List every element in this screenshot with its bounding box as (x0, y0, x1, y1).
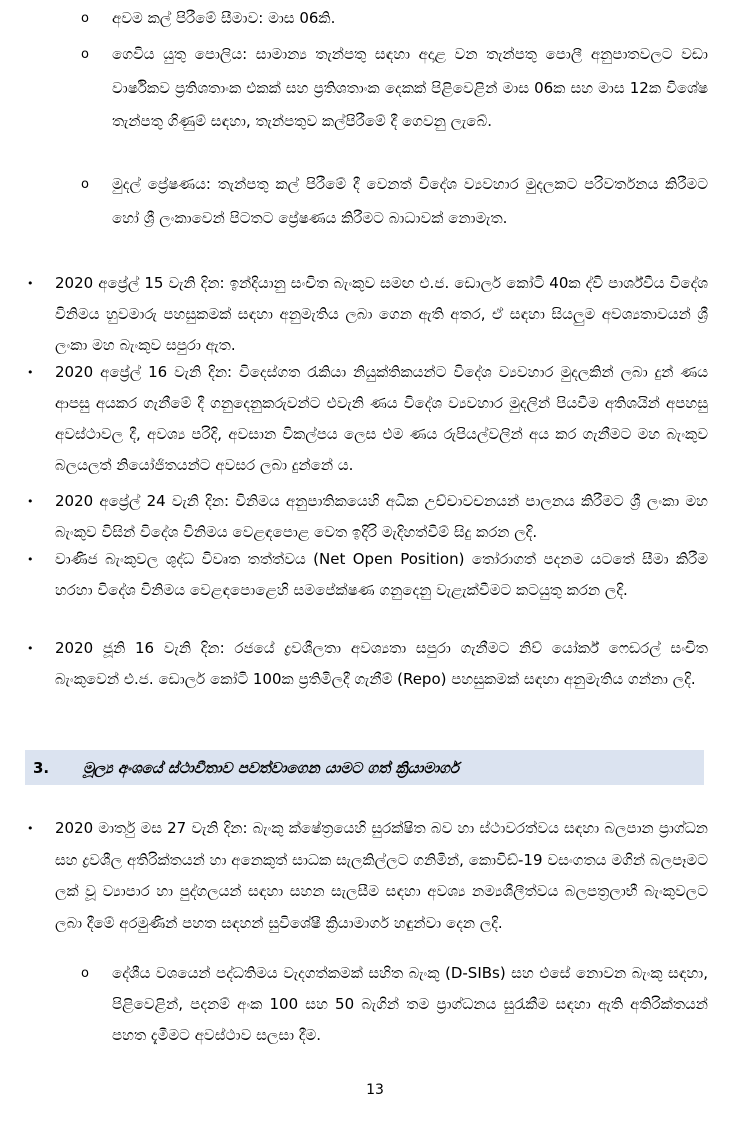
bullet-jun16: 2020 ජූනි 16 වැනි දින: රජයේ ද්‍රවශීලතා අවශ්‍යතා සපුරා ගැනීමට නිව් යෝර්ක් ෆෙඩරල් සංචිත බැංකුවෙන් එ.ජ. ඩොලර් කෝටි 100ක ප්‍රතිමිලදී ගැනීම් (Repo) පහසුකමක් සඳහා අනුමැතිය ගන්නා ලදි. (55, 639, 708, 688)
bullet-apr16: 2020 අප්‍රේල් 16 වැනි දින: විදෙස්ගත රැකියා නියුක්තිකයන්ට විදේශ ව්‍යවහාර මුදලකින් ලබා දුන් ණය ආපසු අයකර ගැනීමේ දී ගනුදෙනුකරුවන්ට එවැනි ණය විදේශ ව්‍යවහාර මුදලින් පියවීම අතිශයින් අපහසු අවස්ථාවල දී, අවශ්‍ය පරිදි, අවසාන විකල්පය ලෙස එම ණය රුපියල්වලින් අය කර ගැනීමට මහ බැංකුව බලයලත් නියෝජිතයන්ට අවසර ලබා දුන්නේ ය. (55, 363, 708, 474)
section-number: 3. (33, 758, 50, 777)
sub-bullet-marker: o (81, 11, 89, 26)
bullet-marker: • (27, 553, 34, 566)
bullet-apr15: 2020 අප්‍රේල් 15 වැනි දින: ඉන්දියානු සංචිත බැංකුව සමඟ එ.ජ. ඩොලර් කෝටි 40ක ද්වි පාර්ශ්වීය විදේශ විනිමය හුවමාරු පහසුකමක් සඳහා අනුමැතිය ලබා ගෙන ඇති අතර, ඒ සඳහා සියලුම අවශ්‍යතාවයන් ශ්‍රී ලංකා මහ බැංකුව සපුරා ඇත. (55, 274, 708, 354)
sub-bullet-marker: o (81, 47, 89, 62)
sub-bullet-marker: o (81, 177, 89, 192)
bullet-marker: • (27, 822, 34, 835)
bullet-marker: • (27, 277, 34, 290)
section-heading (25, 750, 704, 785)
bullet-marker: • (27, 642, 34, 655)
bullet-net-open-position: වාණිජ බැංකුවල ශුද්ධ විවෘත තත්ත්වය (Net Open Position) තෝරාගත් පදනම යටතේ සීමා කිරීම හරහා විදේශ විනිමය වෙළඳපොළෙහි සමපේක්ෂණ ගනුදෙනු වැළැක්වීමට කටයුතු කරන ලදි. (55, 550, 708, 599)
sub-item-interest: ගෙවිය යුතු පොලිය: සාමාන්‍ය තැන්පතු සඳහා අදාළ වන තැන්පතු පොලී අනුපාතවලට වඩා වාර්ෂිකව ප්‍රතිශතාංක එකක් සහ ප්‍රතිශතාංක දෙකක් පිළිවෙළින් මාස 06ක සහ මාස 12ක විශේෂ තැන්පතු ගිණුම් සඳහා, තැන්පතුව කල්පිරීමේ දී ගෙවනු ලැබේ. (112, 45, 708, 130)
bullet-mar27: 2020 මාර්තු මස 27 වැනි දින: බැංකු ක්ෂේත්‍රයෙහි සුරක්ෂිත බව හා ස්ථාවරත්වය සඳහා බලපාන ප්‍රාග්ධන සහ ද්‍රවශීල අතිරික්තයන් හා අනෙකුත් සාධක සැලකිල්ලට ගනිමින්, කොවිඩ්-19 වසංගතය මගින් බලපෑමට ලක් වූ ව්‍යාපාර හා පුද්ගලයන් සඳහා සහන සැලසීම සඳහා අවශ්‍ය නම්‍යශීලීත්වය බලපත්‍රලාභී බැංකුවලට ලබා දීමේ අරමුණින් පහත සඳහන් සුවිශේෂී ක්‍රියාමාර්ග හඳුන්වා දෙන ලදි. (55, 819, 708, 932)
section-title: මූල්‍ය අංශයේ ස්ථාවීතාව පවත්වාගෙන යාමට ගත් ක්‍රියාමාර්ග (83, 758, 459, 777)
bullet-marker: • (27, 366, 34, 379)
sub-item-remittance: මුදල් ප්‍රේෂණය: තැන්පතු කල් පිරීමේ දී වෙනත් විදේශ ව්‍යවහාර මුදලකට පරිවර්තනය කිරීමට හෝ ශ්‍රී ලංකාවෙන් පිටතට ප්‍රේෂණය කිරීමට බාධාවක් නොමැත. (112, 175, 708, 227)
sub-bullet-marker: o (81, 966, 89, 981)
bullet-apr24: 2020 අප්‍රේල් 24 වැනි දින: විනිමය අනුපාතිකයෙහි අධික උච්චාවචනයන් පාලනය කිරීමට ශ්‍රී ලංකා මහ බැංකුව විසින් විදේශ විනිමය වෙළඳපොළ වෙත ඉදිරි මැදිහත්වීම් සිදු කරන ලදි. (55, 492, 708, 541)
bullet-marker: • (27, 495, 34, 508)
sub-item-dsibs: දේශීය වශයෙන් පද්ධතිමය වැදගත්කමක් සහිත බැංකු (D-SIBs) සහ එසේ නොවන බැංකු සඳහා, පිළිවෙළින්, පදනම් අංක 100 සහ 50 බැගින් තම ප්‍රාග්ධනය සුරැකීම සඳහා ඇති අතිරික්තයන් පහත දැමීමට අවස්ථාව සලසා දීම. (112, 964, 708, 1044)
page-number: 13 (366, 1082, 384, 1098)
sub-item-min-maturity: අවම කල් පිරීමේ සීමාව: මාස 06කි. (112, 9, 336, 27)
